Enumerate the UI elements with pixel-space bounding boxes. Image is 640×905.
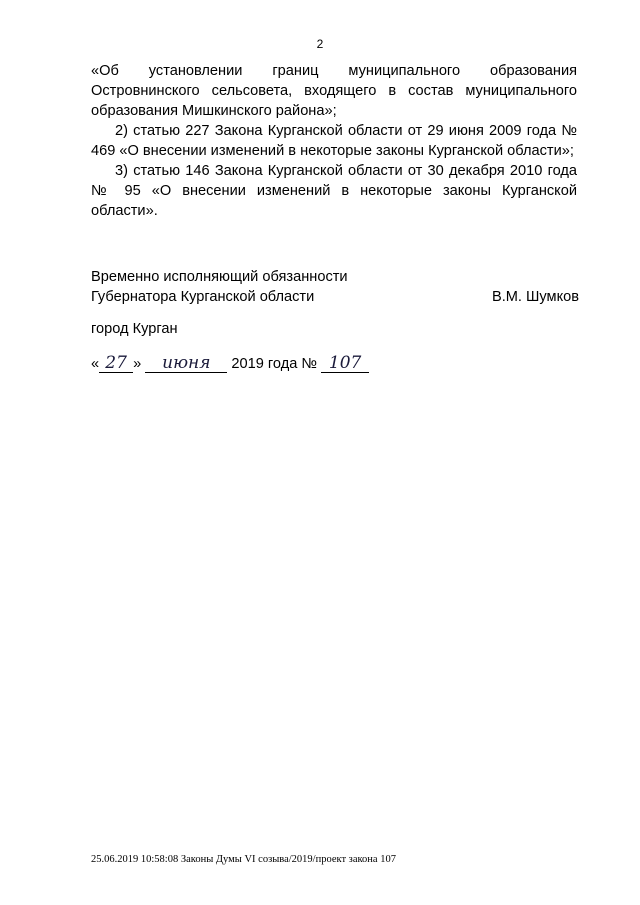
page-number: 2 [316, 37, 324, 51]
signatory-name: В.М. Шумков [491, 289, 579, 305]
handwritten-month: июня [145, 354, 227, 373]
signature-row [91, 287, 579, 307]
signature-block [91, 267, 579, 307]
handwritten-law-number: 107 [321, 354, 369, 373]
date-number-line [91, 352, 369, 376]
quote-close: » [133, 356, 142, 372]
signatory-title-line2: Губернатора Курганской области [91, 289, 315, 305]
paragraph-item-2: 2) статью 227 Закона Курганской области от 29 июня 2009 года № 469 «О внесении изменений в некоторые законы Курганской области»; [91, 123, 577, 159]
footer-stamp: 25.06.2019 10:58:08 Законы Думы VI созыва/2019/проект закона 107 [91, 854, 396, 865]
handwritten-day: 27 [99, 354, 133, 373]
paragraph-item-3: 3) статью 146 Закона Курганской области от 30 декабря 2010 года № 95 «О внесении изменений в некоторые законы Курганской области». [91, 163, 577, 219]
year-and-number-label: 2019 года № [231, 356, 318, 372]
paragraph-continuation: «Об установлении границ муниципального образования Островнинского сельсовета, входящего в состав муниципального образования Мишкинского района»; [91, 63, 577, 119]
quote-open: « [91, 356, 100, 372]
signatory-title-line1: Временно исполняющий обязанности [91, 269, 348, 285]
city-line: город Курган [91, 321, 178, 337]
document-body [91, 61, 577, 221]
